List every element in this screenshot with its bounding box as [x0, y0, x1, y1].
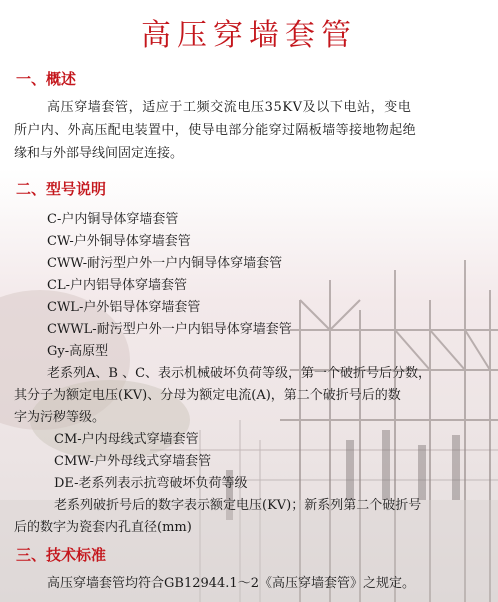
model-code-gy: Gy-高原型 [47, 344, 109, 359]
page-title: 高压穿墙套管 [141, 18, 357, 53]
model-code-de: DE-老系列表示抗弯破坏负荷等级 [54, 476, 248, 491]
section-heading-overview: 一、概述 [16, 70, 77, 88]
model-code-cm: CM-户内母线式穿墙套管 [54, 432, 199, 447]
overview-line-1: 高压穿墙套管，适应于工频交流电压35KV及以下电站，变电 [47, 100, 412, 115]
model-code-cmw: CMW-户外母线式穿墙套管 [54, 454, 212, 469]
model-code-cww: CWW-耐污型户外一户内铜导体穿墙套管 [47, 256, 283, 271]
overview-line-2: 所户内、外高压配电装置中，使导电部分能穿过隔板墙等接地物起绝 [14, 123, 417, 138]
model-code-cw: CW-户外铜导体穿墙套管 [47, 234, 191, 249]
model-note-line-1: 老系列A、B 、C、表示机械破坏负荷等级，第一个破折号后分数， [47, 366, 432, 381]
model-code-c: C-户内铜导体穿墙套管 [47, 212, 179, 227]
section-heading-model: 二、型号说明 [16, 180, 107, 198]
model-note-line-3: 字为污秽等级。 [14, 410, 106, 425]
section-heading-standard: 三、技术标准 [16, 546, 107, 564]
model-code-cwl: CWL-户外铝导体穿墙套管 [47, 300, 201, 315]
model-code-cwwl: CWWL-耐污型户外一户内铝导体穿墙套管 [47, 322, 292, 337]
model-note2-line-1: 老系列破折号后的数字表示额定电压(KV)；新系列第二个破折号 [54, 498, 422, 513]
model-note2-line-2: 后的数字为瓷套内孔直径(mm) [14, 520, 192, 535]
standard-text: 高压穿墙套管均符合GB12944.1～2《高压穿墙套管》之规定。 [47, 576, 415, 591]
overview-line-3: 缘和与外部导线间固定连接。 [14, 146, 184, 161]
model-code-cl: CL-户内铝导体穿墙套管 [47, 278, 187, 293]
model-note-line-2: 其分子为额定电压(KV)、分母为额定电流(A)，第二个破折号后的数 [14, 388, 401, 403]
